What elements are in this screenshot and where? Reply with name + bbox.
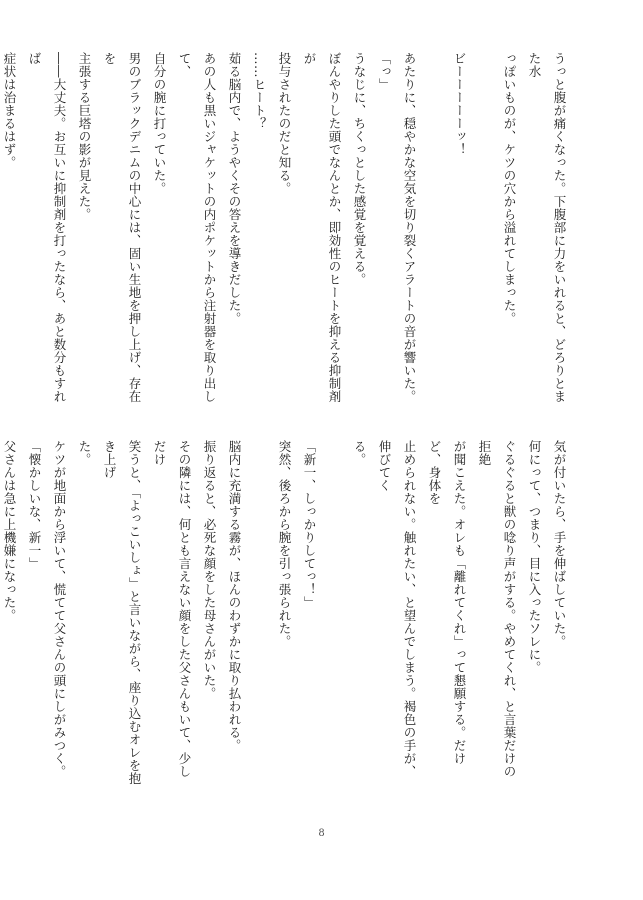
text-line: ビーーーーーッ！ bbox=[452, 52, 467, 156]
text-line: うっと腹が痛くなった。下腹部に力をいれると、どろりとまた水 bbox=[527, 52, 567, 403]
text-line: 振り返ると、必死な顔をした母さんがいた。 bbox=[202, 440, 217, 700]
text-line: が聞こえた。オレも「離れてくれ」って懇願する。だけど、身体を bbox=[427, 440, 467, 765]
text-line: 症状は治まるはず。 bbox=[2, 52, 17, 169]
text-line: 茹る脳内で、ようやくその答えを導きだした。 bbox=[227, 52, 242, 325]
text-line: 脳内に充満する霧が、ほんのわずかに取り払われる。 bbox=[227, 440, 242, 752]
text-line: ぼんやりした頭でなんとか、即効性のヒートを抑える抑制剤が bbox=[302, 52, 342, 403]
text-line: 投与されたのだと知る。 bbox=[277, 52, 292, 195]
blank-line bbox=[422, 52, 447, 407]
text-line: 自分の腕に打っていた。 bbox=[152, 52, 167, 195]
text-line: っぽいものが、ケツの穴から溢れてしまった。 bbox=[502, 52, 517, 325]
text-line: 父さんは急に上機嫌になった。 bbox=[2, 440, 17, 622]
text-line: る。 bbox=[352, 440, 367, 466]
text-line: 止められない。触れたい、と望んでしまう。褐色の手が、伸びてく bbox=[377, 440, 417, 778]
text-line: ……ヒート？ bbox=[252, 52, 267, 130]
upper-text-block bbox=[2, 52, 572, 407]
text-line: うなじに、ちくっとした感覚を覚える。 bbox=[352, 52, 367, 286]
blank-line bbox=[472, 52, 497, 407]
text-line: あの人も黒いジャケットの内ポケットから注射器を取り出して、 bbox=[177, 52, 217, 403]
text-line: 「っ」 bbox=[377, 52, 392, 91]
text-line: 気が付いたら、手を伸ばしていた。 bbox=[552, 440, 567, 648]
page-number: 8 bbox=[318, 828, 325, 839]
text-line: 「新一、しっかりしてっ！」 bbox=[302, 440, 317, 609]
text-line: その隣には、何とも言えない顔をした父さんもいて、少しだけ bbox=[152, 440, 192, 778]
text-line: 主張する巨塔の影が見えた。 bbox=[77, 52, 92, 221]
text-line: た。 bbox=[77, 440, 92, 466]
text-line: 何にって、つまり、目に入ったソレに。 bbox=[527, 440, 542, 674]
blank-line bbox=[247, 440, 272, 790]
lower-text-block bbox=[2, 440, 572, 790]
text-line: 突然、後ろから腕を引っ張られた。 bbox=[277, 440, 292, 648]
text-line: 男のブラックデニムの中心には、固い生地を押し上げ、存在を bbox=[102, 52, 142, 403]
blank-line bbox=[322, 440, 347, 790]
text-line: 「懐かしいな、新一」 bbox=[27, 440, 42, 570]
text-line: あたりに、穏やかな空気を切り裂くアラートの音が響いた。 bbox=[402, 52, 417, 403]
text-line: ケツが地面から浮いて、慌てて父さんの頭にしがみつく。 bbox=[52, 440, 67, 778]
text-line: 笑うと、「よっこいしょ」と言いながら、座り込むオレを抱き上げ bbox=[102, 440, 142, 785]
text-line: ――大丈夫。お互いに抑制剤を打ったなら、あと数分もすれば bbox=[27, 52, 67, 403]
text-line: ぐるぐると獣の唸り声がする。やめてくれ、と言葉だけの拒絶 bbox=[477, 440, 517, 778]
